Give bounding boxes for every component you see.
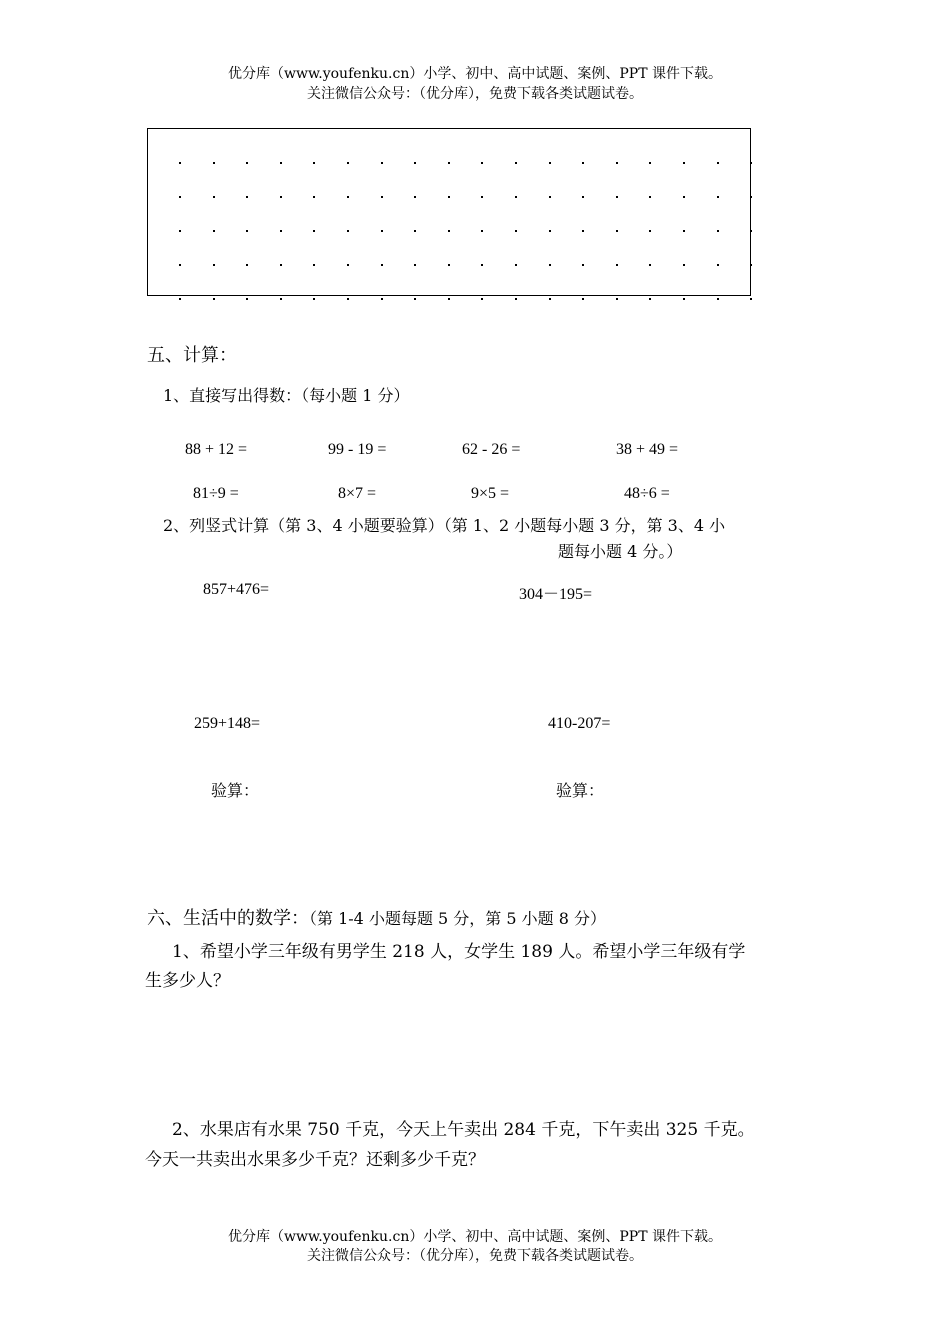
mental-math-3: 62 - 26 =: [462, 441, 521, 458]
grid-dot: [616, 264, 618, 266]
grid-dot: [179, 196, 181, 198]
grid-dot: [381, 298, 383, 300]
grid-dot: [549, 298, 551, 300]
vertical-calc-2: 304－195=: [519, 586, 593, 603]
grid-dot: [481, 298, 483, 300]
footer-line-1: 优分库（www.youfenku.cn）小学、初中、高中试题、案例、PPT 课件下载。: [227, 1229, 722, 1245]
grid-dot: [616, 196, 618, 198]
grid-dot: [515, 230, 517, 232]
vertical-calc-1: 857+476=: [203, 581, 270, 598]
header-line-1: 优分库（www.youfenku.cn）小学、初中、高中试题、案例、PPT 课件下载。: [227, 66, 722, 82]
mental-math-1: 88 + 12 =: [185, 441, 248, 458]
question-1-label: 1、直接写出得数：（每小题 1 分）: [163, 386, 410, 405]
section-5-title: 五、计算：: [147, 345, 237, 366]
grid-dot: [649, 196, 651, 198]
grid-dot: [280, 264, 282, 266]
grid-dot: [414, 298, 416, 300]
grid-dot: [179, 264, 181, 266]
grid-dot: [414, 196, 416, 198]
grid-dot: [717, 298, 719, 300]
grid-dot: [549, 264, 551, 266]
grid-dot: [717, 162, 719, 164]
grid-dot: [280, 298, 282, 300]
grid-dot: [313, 162, 315, 164]
grid-dot: [179, 298, 181, 300]
grid-dot: [683, 298, 685, 300]
grid-dot: [549, 162, 551, 164]
grid-dot: [313, 196, 315, 198]
mental-math-7: 9×5 =: [471, 485, 510, 502]
grid-dot: [280, 162, 282, 164]
grid-dot: [649, 298, 651, 300]
problem-2-line-2: 今天一共卖出水果多少千克？还剩多少千克？: [145, 1150, 485, 1170]
question-2-label: 2、列竖式计算（第 3、4 小题要验算）（第 1、2 小题每小题 3 分，第 3、4 小: [163, 516, 726, 535]
grid-dot: [381, 196, 383, 198]
section-6-header: [147, 904, 606, 930]
header-line-2: 关注微信公众号：（优分库），免费下载各类试题试卷。: [307, 86, 643, 102]
grid-dot: [683, 230, 685, 232]
grid-dot: [750, 196, 752, 198]
grid-dot: [381, 230, 383, 232]
section-6-note: （第 1-4 小题每题 5 分，第 5 小题 8 分）: [309, 909, 606, 928]
grid-dot: [179, 230, 181, 232]
grid-dot: [649, 162, 651, 164]
grid-dot: [481, 162, 483, 164]
grid-dot: [246, 230, 248, 232]
grid-dot: [582, 264, 584, 266]
problem-1-line-2: 生多少人？: [145, 971, 230, 991]
mental-math-8: 48÷6 =: [624, 485, 670, 502]
grid-dot: [246, 264, 248, 266]
grid-dot: [481, 196, 483, 198]
grid-dot: [515, 196, 517, 198]
grid-dot: [549, 230, 551, 232]
grid-dot: [448, 230, 450, 232]
dot-grid-box: [147, 128, 751, 296]
check-label-1: 验算：: [211, 781, 260, 800]
grid-dot: [717, 230, 719, 232]
grid-dot: [616, 298, 618, 300]
grid-dot: [616, 162, 618, 164]
grid-dot: [381, 264, 383, 266]
grid-dot: [381, 162, 383, 164]
grid-dot: [448, 298, 450, 300]
grid-dot: [448, 162, 450, 164]
vertical-calc-3: 259+148=: [194, 715, 261, 732]
grid-dot: [649, 230, 651, 232]
grid-dot: [683, 196, 685, 198]
grid-dot: [582, 298, 584, 300]
grid-dot: [448, 264, 450, 266]
grid-dot: [213, 230, 215, 232]
grid-dot: [213, 264, 215, 266]
grid-dot: [213, 162, 215, 164]
grid-dot: [481, 264, 483, 266]
grid-dot: [280, 230, 282, 232]
grid-dot: [313, 230, 315, 232]
grid-dot: [414, 264, 416, 266]
section-6-title: 六、生活中的数学：: [147, 908, 309, 929]
grid-dot: [347, 230, 349, 232]
grid-dot: [313, 264, 315, 266]
grid-dot: [313, 298, 315, 300]
grid-dot: [717, 196, 719, 198]
problem-1-line-1: 1、希望小学三年级有男学生 218 人，女学生 189 人。希望小学三年级有学: [172, 942, 746, 962]
grid-dot: [750, 298, 752, 300]
footer-line-2: 关注微信公众号：（优分库），免费下载各类试题试卷。: [307, 1248, 643, 1264]
check-label-2: 验算：: [556, 781, 605, 800]
grid-dot: [448, 196, 450, 198]
grid-dot: [347, 196, 349, 198]
mental-math-4: 38 + 49 =: [616, 441, 679, 458]
grid-dot: [515, 298, 517, 300]
grid-dot: [717, 264, 719, 266]
grid-dot: [213, 298, 215, 300]
grid-dot: [582, 196, 584, 198]
grid-dot: [246, 298, 248, 300]
mental-math-5: 81÷9 =: [193, 485, 239, 502]
grid-dot: [750, 264, 752, 266]
grid-dot: [347, 162, 349, 164]
vertical-calc-4: 410-207=: [548, 715, 611, 732]
grid-dot: [582, 162, 584, 164]
grid-dot: [616, 230, 618, 232]
grid-dot: [179, 162, 181, 164]
grid-dot: [414, 162, 416, 164]
grid-dot: [213, 196, 215, 198]
grid-dot: [515, 264, 517, 266]
grid-dot: [347, 264, 349, 266]
grid-dot: [246, 196, 248, 198]
grid-dot: [649, 264, 651, 266]
mental-math-2: 99 - 19 =: [328, 441, 387, 458]
grid-dot: [414, 230, 416, 232]
grid-dot: [750, 162, 752, 164]
grid-dot: [481, 230, 483, 232]
grid-dot: [246, 162, 248, 164]
grid-dot: [683, 162, 685, 164]
question-2-label-cont: 题每小题 4 分。）: [558, 542, 683, 561]
grid-dot: [515, 162, 517, 164]
problem-2-line-1: 2、水果店有水果 750 千克，今天上午卖出 284 千克，下午卖出 325 千克。: [172, 1120, 755, 1140]
grid-dot: [347, 298, 349, 300]
grid-dot: [582, 230, 584, 232]
grid-dot: [549, 196, 551, 198]
grid-dot: [750, 230, 752, 232]
mental-math-6: 8×7 =: [338, 485, 377, 502]
grid-dot: [683, 264, 685, 266]
grid-dot: [280, 196, 282, 198]
